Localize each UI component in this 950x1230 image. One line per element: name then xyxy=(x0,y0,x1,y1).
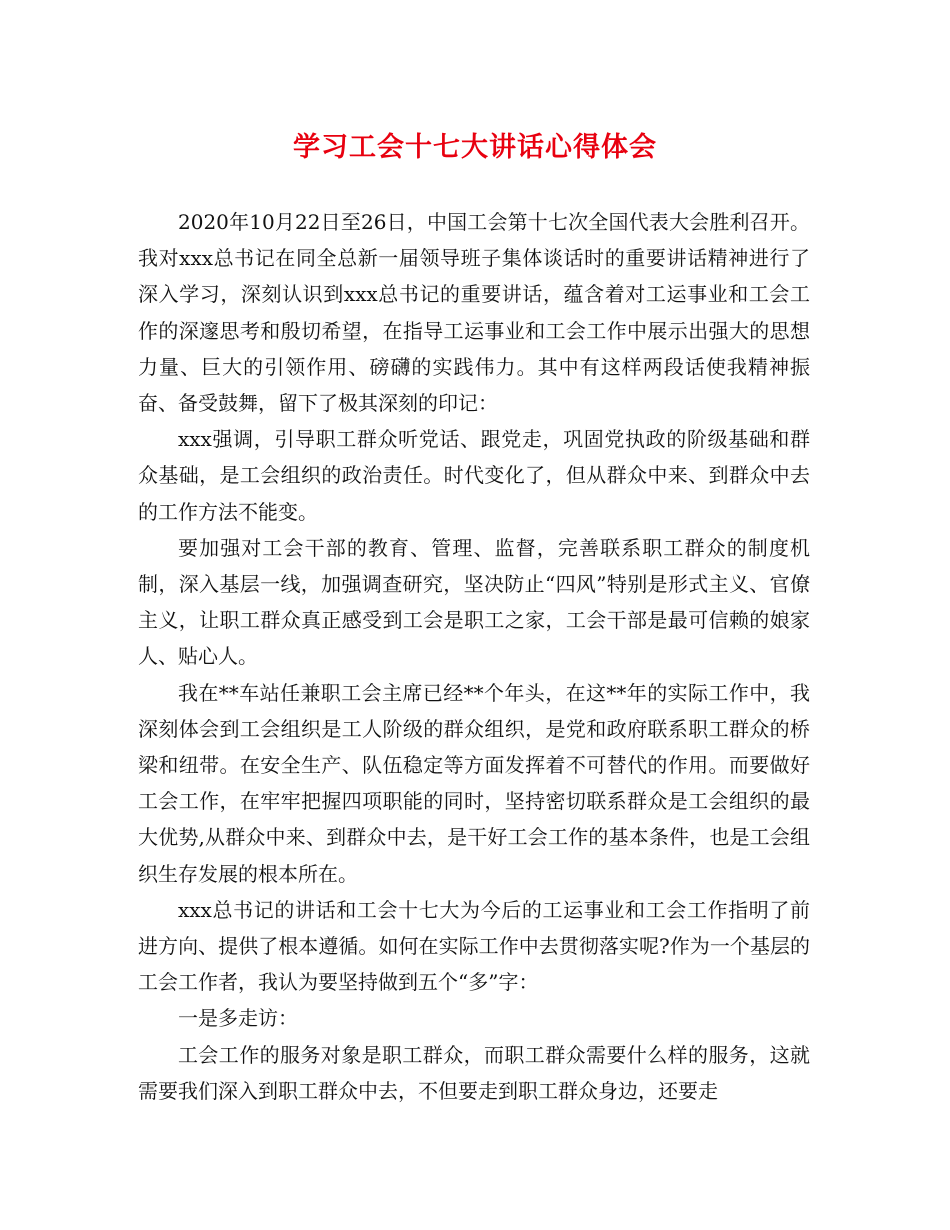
paragraph-6: 一是多走访： xyxy=(178,1006,298,1031)
document-body xyxy=(138,204,810,1109)
paragraph-1: 2020年10月22日至26日，中国工会第十七次全国代表大会胜利召开。我对xxx总书记在同全总新一届领导班子集体谈话时的重要讲话精神进行了深入学习，深刻认识到xxx总书记的重要讲话，蕴含着对工运事业和工会工作的深邃思考和殷切希望，在指导工运事业和工会工作中展示出强大的思想力量、巨大的引领作用、磅礴的实践伟力。其中有这样两段话使我精神振奋、备受鼓舞，留下了极其深刻的印记： xyxy=(138,210,810,416)
paragraph-5: xxx总书记的讲话和工会十七大为今后的工运事业和工会工作指明了前进方向、提供了根本遵循。如何在实际工作中去贯彻落实呢?作为一个基层的工会工作者，我认为要坚持做到五个“多”字： xyxy=(138,897,810,995)
paragraph-7: 工会工作的服务对象是职工群众，而职工群众需要什么样的服务，这就需要我们深入到职工群众中去，不但要走到职工群众身边，还要走 xyxy=(138,1042,810,1103)
document-title: 学习工会十七大讲话心得体会 xyxy=(293,132,657,163)
paragraph-3: 要加强对工会干部的教育、管理、监督，完善联系职工群众的制度机制，深入基层一线，加强调查研究，坚决防止“四风”特别是形式主义、官僚主义，让职工群众真正感受到工会是职工之家，工会干部是最可信赖的娘家人、贴心人。 xyxy=(138,535,810,669)
paragraph-4: 我在**车站任兼职工会主席已经**个年头，在这**年的实际工作中，我深刻体会到工会组织是工人阶级的群众组织，是党和政府联系职工群众的桥梁和纽带。在安全生产、队伍稳定等方面发挥着不可替代的作用。而要做好工会工作，在牢牢把握四项职能的同时，坚持密切联系群众是工会组织的最大优势,从群众中来、到群众中去，是干好工会工作的基本条件，也是工会组织生存发展的根本所在。 xyxy=(138,680,810,886)
paragraph-2: xxx强调，引导职工群众听党话、跟党走，巩固党执政的阶级基础和群众基础，是工会组织的政治责任。时代变化了，但从群众中来、到群众中去的工作方法不能变。 xyxy=(138,427,810,524)
